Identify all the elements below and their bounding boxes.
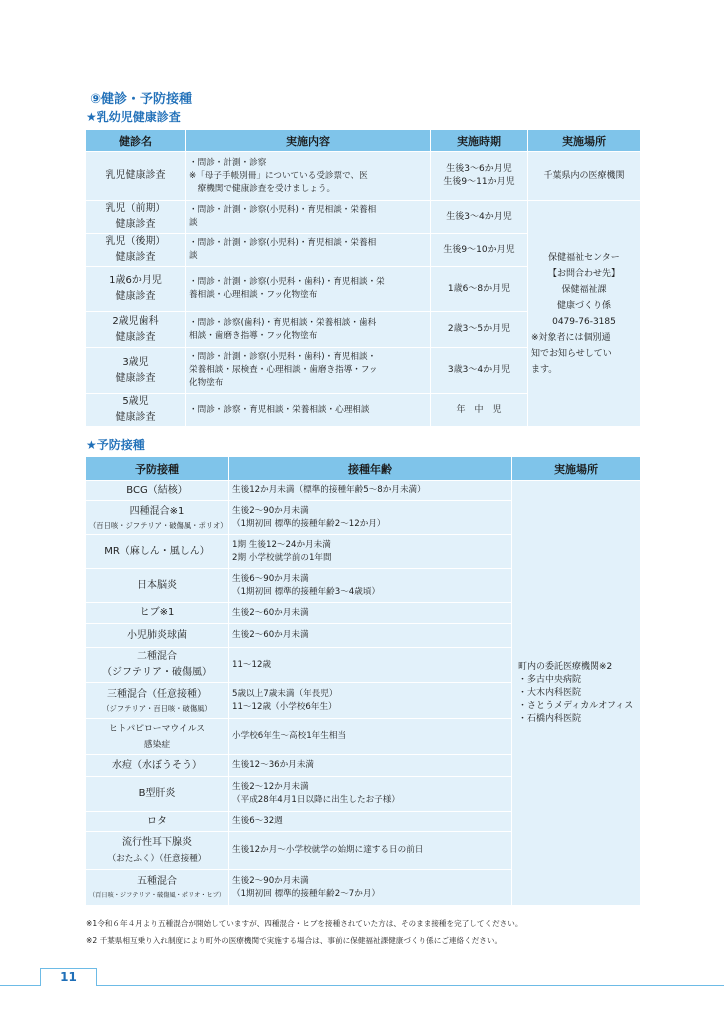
vaccine-age: （1期初回 標準的接種年齢2～12か月）	[232, 518, 386, 529]
vaccine-age: 生後12か月～小学校就学の始期に達する日の前日	[232, 845, 424, 855]
checkup-row	[86, 152, 641, 201]
checkup-content: ・問診・計測・診察(小児科・歯科)・育児相談・	[189, 352, 377, 362]
vaccine-age: 生後2～60か月未満	[232, 630, 309, 640]
footnote-2: ※2 千葉県相互乗り入れ制度により町外の医療機関で実施する場合は、事前に保健福祉課健康づくり係にご連絡ください。	[86, 936, 503, 945]
vaccine-name: 流行性耳下腺炎	[122, 836, 192, 848]
vaccine-age: （平成28年4月1日以降に出生したお子様）	[232, 795, 400, 805]
vaccine-age: 小学校6年生～高校1年生相当	[232, 731, 347, 741]
vaccine-name: 日本脳炎	[137, 579, 177, 591]
vaccine-age: 11～12歳	[232, 659, 272, 670]
checkup-time: 生後9～10か月児	[443, 244, 515, 255]
checkup-header-place: 実施場所	[528, 130, 641, 152]
checkup-title: ★乳幼児健康診査	[86, 110, 181, 124]
checkup-place: 千葉県内の医療機関	[528, 152, 641, 201]
vaccine-table	[85, 456, 641, 906]
vaccine-row	[86, 481, 641, 501]
vaccine-name: 感染症	[143, 739, 171, 750]
vaccine-name: 小児肺炎球菌	[127, 629, 187, 641]
vaccine-age: 生後12～36か月未満	[232, 760, 315, 770]
vaccine-name: ロタ	[147, 815, 167, 827]
vaccine-age: 生後6～90か月未満	[232, 573, 309, 584]
checkup-row	[86, 201, 641, 234]
checkup-time: 生後3～4か月児	[446, 211, 512, 222]
checkup-content: 相談・歯磨き指導・フッ化物塗布	[189, 330, 318, 341]
section-title: ⑨健診・予防接種	[90, 92, 193, 107]
vaccine-name: 三種混合（任意接種）	[107, 688, 207, 700]
vaccine-name: ヒトパピローマウイルス	[108, 723, 206, 734]
place-line: 【お問合わせ先】	[547, 268, 620, 279]
footnote-1: ※1令和６年４月より五種混合が開始していますが、四種混合・ヒブを接種されていた方は、そのまま接種を完了してください。	[86, 919, 523, 928]
checkup-content: 談	[189, 251, 198, 261]
vaccine-header-name: 予防接種	[86, 457, 229, 481]
place-line: 知でお知らせしてい	[531, 348, 612, 359]
checkup-table	[85, 129, 641, 427]
checkup-time: 1歳6～8か月児	[447, 283, 511, 294]
vaccine-name: 水痘（水ぼうそう）	[112, 759, 202, 771]
checkup-name: 乳児（後期）	[105, 236, 166, 247]
vaccine-age: 生後2～60か月未満	[232, 607, 309, 618]
vaccine-header-age: 接種年齢	[229, 457, 512, 481]
checkup-name: 健康診査	[115, 331, 156, 343]
checkup-content: ※「母子手帳別冊」についている受診票で、医	[189, 170, 368, 181]
checkup-time: 年 中 児	[456, 404, 502, 415]
checkup-content: 療機関で健康診査を受けましょう。	[189, 183, 336, 194]
vaccine-name: MR（麻しん・風しん）	[104, 545, 210, 557]
vaccine-age: 生後2～12か月未満	[232, 782, 309, 792]
checkup-content: ・問診・計測・診察(小児科)・育児相談・栄養相	[189, 238, 377, 248]
checkup-name: 5歳児	[122, 396, 149, 407]
place-line: 町内の委託医療機関※2	[518, 661, 613, 672]
page-number-box	[40, 968, 97, 986]
vaccine-name-sub: （ジフテリア・百日咳・破傷風）	[102, 703, 212, 713]
vaccine-name: （ジフテリア・破傷風）	[102, 667, 212, 678]
checkup-name: 健康診査	[115, 219, 156, 230]
vaccine-name: B型肝炎	[138, 788, 176, 799]
vaccine-name: BCG（結核）	[126, 484, 188, 496]
vaccine-age: 5歳以上7歳未満（年長児）	[232, 688, 338, 699]
checkup-header-content: 実施内容	[186, 130, 431, 152]
vaccine-name: 二種混合	[137, 651, 177, 662]
vaccine-name-sub: （百日咳・ジフテリア・破傷風・ポリオ）	[89, 520, 228, 530]
vaccine-name: （おたふく）（任意接種）	[107, 853, 207, 864]
checkup-content: 談	[189, 218, 198, 228]
vaccine-name: 四種混合※1	[129, 505, 185, 517]
checkup-header-time: 実施時期	[431, 130, 528, 152]
place-line: ※対象者には個別通	[531, 332, 611, 343]
vaccine-header-place: 実施場所	[512, 457, 641, 481]
vaccine-age: 1期 生後12～24か月未満	[232, 539, 331, 550]
checkup-content: ・問診・計測・診察	[189, 157, 267, 168]
place-line: ます。	[531, 364, 558, 375]
place-line: 保健福祉課	[561, 284, 607, 295]
checkup-name: 健康診査	[115, 291, 156, 302]
checkup-time: 3歳3～4か月児	[447, 365, 511, 375]
checkup-name: 2歳児歯科	[112, 315, 159, 327]
vaccine-age: 生後6～32週	[232, 816, 283, 826]
place-line: 保健福祉センター	[548, 252, 620, 263]
vaccine-name: ヒブ※1	[139, 607, 175, 618]
checkup-name: 3歳児	[122, 356, 149, 368]
checkup-merged-place	[528, 201, 641, 427]
vaccine-name: 五種混合	[137, 875, 177, 887]
clinic-name: ・石橋内科医院	[518, 713, 582, 724]
vaccine-age: （1期初回 標準的接種年齢3～4歳頃）	[232, 586, 381, 597]
vaccine-age: （1期初回 標準的接種年齢2～7か月）	[232, 888, 381, 899]
checkup-content: 栄養相談・尿検査・心理相談・歯磨き指導・フッ	[189, 365, 378, 375]
clinic-name: ・大木内科医院	[518, 687, 582, 698]
clinic-name: ・さとうメディカルオフィス	[518, 700, 634, 711]
vaccine-age: 2期 小学校就学前の1年間	[232, 552, 332, 563]
checkup-content: 養相談・心理相談・フッ化物塗布	[189, 290, 318, 300]
checkup-time: 生後9～11か月児	[443, 177, 515, 187]
checkup-time: 生後3～6か月児	[446, 164, 512, 174]
checkup-content: ・問診・診察・育児相談・栄養相談・心理相談	[189, 404, 370, 415]
footnotes	[86, 915, 522, 949]
vaccine-age: 生後12か月未満（標準的接種年齢5～8か月未満）	[232, 485, 426, 495]
footer-rule	[0, 985, 724, 986]
checkup-name: 1歳6か月児	[109, 275, 162, 286]
vaccine-age: 生後2～90か月未満	[232, 875, 309, 886]
checkup-content: 化物塗布	[189, 378, 224, 388]
checkup-name: 乳児（前期）	[105, 203, 166, 214]
vaccine-name-sub: （百日咳・ジフテリア・破傷風・ポリオ・ヒブ）	[89, 891, 226, 899]
vaccine-title: ★予防接種	[86, 438, 145, 452]
place-line: 健康づくり係	[556, 300, 611, 311]
checkup-content: ・問診・計測・診察(小児科・歯科)・育児相談・栄	[189, 277, 385, 287]
checkup-content: ・問診・計測・診察(小児科)・育児相談・栄養相	[189, 205, 377, 215]
checkup-name: 健康診査	[115, 252, 156, 263]
checkup-name: 乳児健康診査	[105, 170, 166, 181]
checkup-name: 健康診査	[115, 412, 156, 423]
clinic-name: ・多古中央病院	[518, 674, 582, 685]
page-number: 11	[60, 970, 77, 984]
checkup-content: ・問診・診察(歯科)・育児相談・栄養相談・歯科	[189, 317, 377, 328]
checkup-time: 2歳3～5か月児	[447, 324, 511, 334]
vaccine-merged-place	[512, 481, 641, 906]
vaccine-age: 11～12歳（小学校6年生）	[232, 701, 337, 712]
checkup-name: 健康診査	[115, 372, 156, 384]
checkup-header-name: 健診名	[86, 130, 186, 152]
vaccine-age: 生後2～90か月未満	[232, 505, 309, 516]
place-phone: 0479-76-3185	[552, 316, 616, 327]
